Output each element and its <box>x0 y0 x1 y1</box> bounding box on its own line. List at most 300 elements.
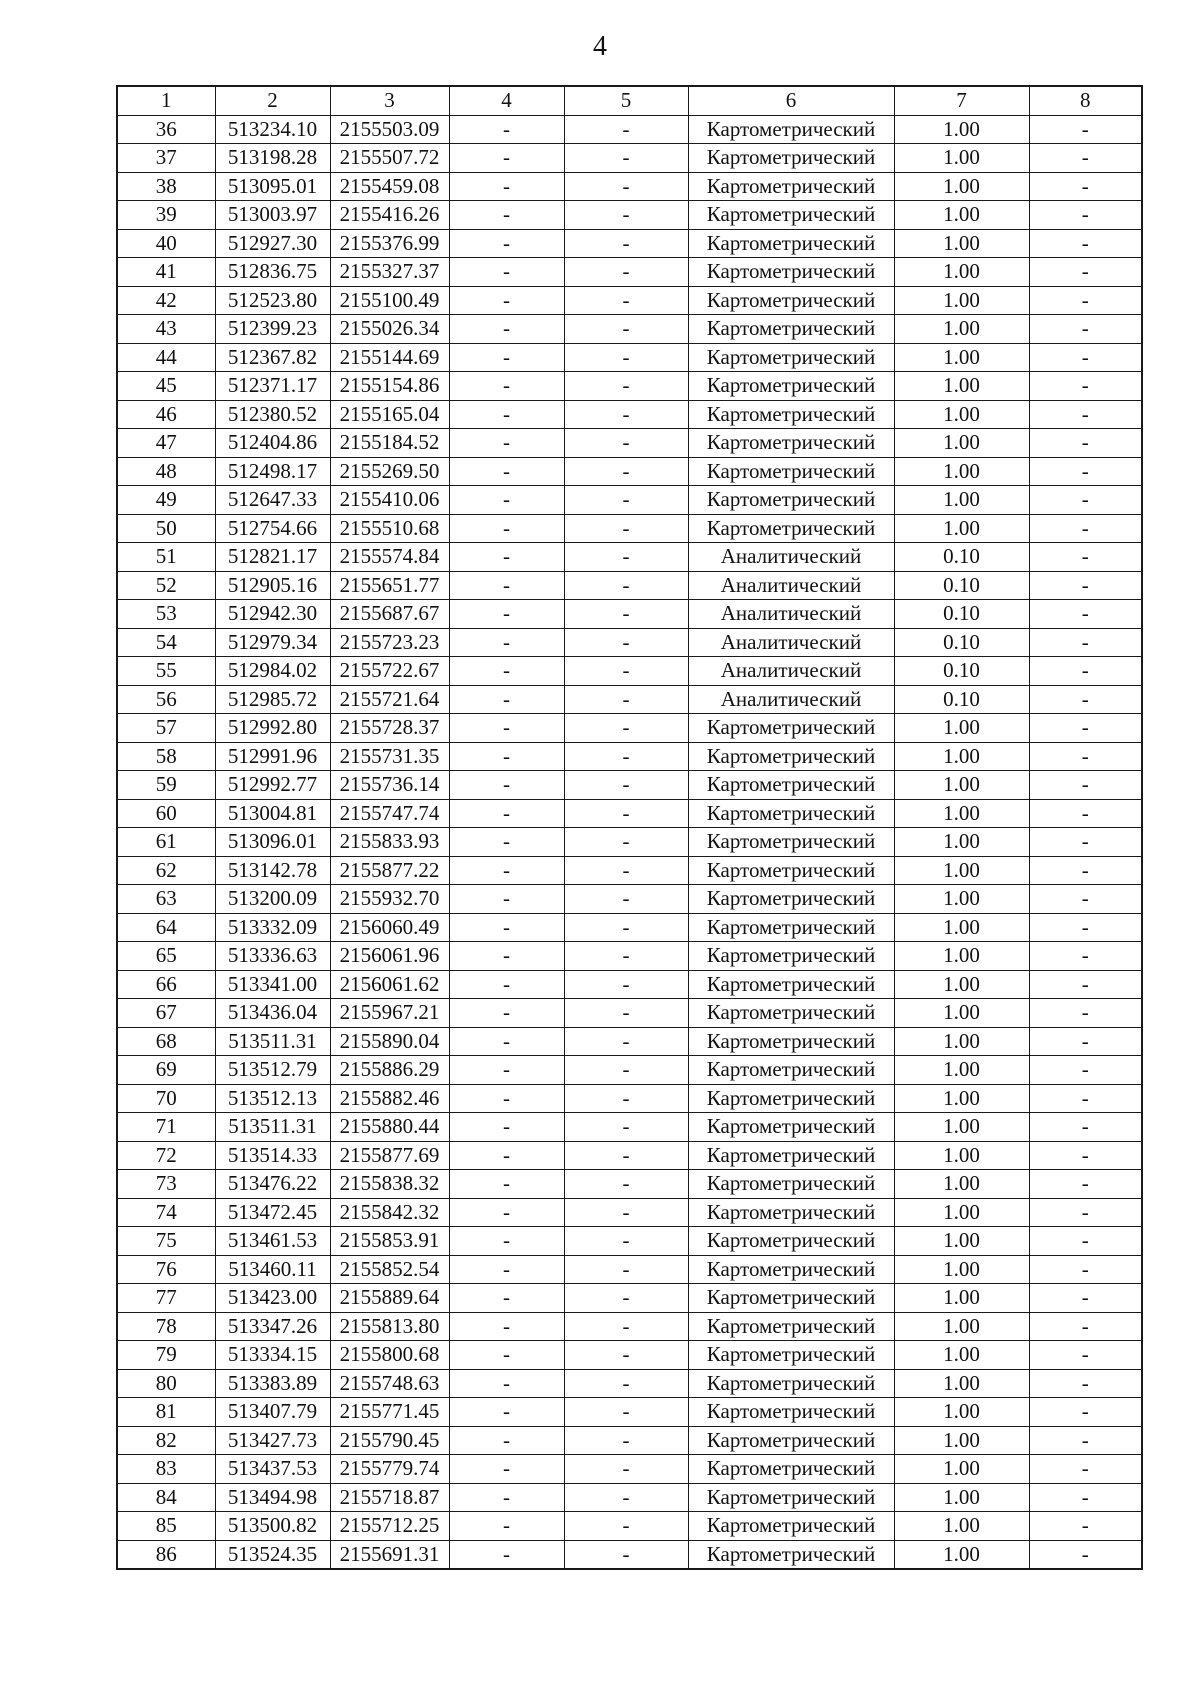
column-header: 4 <box>449 86 564 115</box>
y-coordinate-cell: 2155728.37 <box>330 714 449 743</box>
table-row <box>117 628 1142 657</box>
y-coordinate-cell: 2155838.32 <box>330 1170 449 1199</box>
column-5-cell: - <box>564 1113 688 1142</box>
x-coordinate-cell: 512979.34 <box>215 628 330 657</box>
column-5-cell: - <box>564 115 688 144</box>
point-number-cell: 81 <box>117 1398 215 1427</box>
accuracy-cell: 1.00 <box>894 742 1029 771</box>
column-8-cell: - <box>1029 828 1142 857</box>
table-row <box>117 1056 1142 1085</box>
accuracy-cell: 1.00 <box>894 201 1029 230</box>
method-cell: Картометрический <box>688 201 894 230</box>
accuracy-cell: 1.00 <box>894 1455 1029 1484</box>
method-cell: Картометрический <box>688 1426 894 1455</box>
column-4-cell: - <box>449 1170 564 1199</box>
column-5-cell: - <box>564 799 688 828</box>
column-4-cell: - <box>449 1227 564 1256</box>
y-coordinate-cell: 2155842.32 <box>330 1198 449 1227</box>
table-row <box>117 1198 1142 1227</box>
table-row <box>117 1483 1142 1512</box>
point-number-cell: 62 <box>117 856 215 885</box>
accuracy-cell: 1.00 <box>894 429 1029 458</box>
point-number-cell: 60 <box>117 799 215 828</box>
y-coordinate-cell: 2155736.14 <box>330 771 449 800</box>
y-coordinate-cell: 2155853.91 <box>330 1227 449 1256</box>
y-coordinate-cell: 2155886.29 <box>330 1056 449 1085</box>
x-coordinate-cell: 512985.72 <box>215 685 330 714</box>
column-8-cell: - <box>1029 999 1142 1028</box>
column-5-cell: - <box>564 714 688 743</box>
point-number-cell: 66 <box>117 970 215 999</box>
table-row <box>117 1369 1142 1398</box>
x-coordinate-cell: 513514.33 <box>215 1141 330 1170</box>
x-coordinate-cell: 513461.53 <box>215 1227 330 1256</box>
x-coordinate-cell: 513427.73 <box>215 1426 330 1455</box>
method-cell: Картометрический <box>688 1141 894 1170</box>
y-coordinate-cell: 2155144.69 <box>330 343 449 372</box>
point-number-cell: 85 <box>117 1512 215 1541</box>
accuracy-cell: 1.00 <box>894 1027 1029 1056</box>
column-4-cell: - <box>449 1113 564 1142</box>
accuracy-cell: 1.00 <box>894 714 1029 743</box>
accuracy-cell: 0.10 <box>894 600 1029 629</box>
table-row <box>117 1227 1142 1256</box>
column-8-cell: - <box>1029 1312 1142 1341</box>
column-5-cell: - <box>564 229 688 258</box>
column-4-cell: - <box>449 343 564 372</box>
column-8-cell: - <box>1029 913 1142 942</box>
column-5-cell: - <box>564 742 688 771</box>
y-coordinate-cell: 2155184.52 <box>330 429 449 458</box>
column-8-cell: - <box>1029 1084 1142 1113</box>
y-coordinate-cell: 2155882.46 <box>330 1084 449 1113</box>
column-5-cell: - <box>564 1483 688 1512</box>
accuracy-cell: 1.00 <box>894 1255 1029 1284</box>
column-4-cell: - <box>449 856 564 885</box>
column-4-cell: - <box>449 1312 564 1341</box>
column-8-cell: - <box>1029 1512 1142 1541</box>
method-cell: Картометрический <box>688 1398 894 1427</box>
x-coordinate-cell: 513334.15 <box>215 1341 330 1370</box>
table-row <box>117 1284 1142 1313</box>
table-row <box>117 115 1142 144</box>
column-5-cell: - <box>564 885 688 914</box>
method-cell: Картометрический <box>688 400 894 429</box>
column-8-cell: - <box>1029 1540 1142 1569</box>
table-row <box>117 828 1142 857</box>
x-coordinate-cell: 512991.96 <box>215 742 330 771</box>
accuracy-cell: 1.00 <box>894 828 1029 857</box>
table-row <box>117 913 1142 942</box>
point-number-cell: 75 <box>117 1227 215 1256</box>
x-coordinate-cell: 513383.89 <box>215 1369 330 1398</box>
method-cell: Картометрический <box>688 1483 894 1512</box>
column-header: 8 <box>1029 86 1142 115</box>
column-header: 2 <box>215 86 330 115</box>
table-row <box>117 771 1142 800</box>
table-row <box>117 1341 1142 1370</box>
x-coordinate-cell: 513500.82 <box>215 1512 330 1541</box>
table-body <box>117 115 1142 1569</box>
y-coordinate-cell: 2155154.86 <box>330 372 449 401</box>
column-8-cell: - <box>1029 1113 1142 1142</box>
point-number-cell: 57 <box>117 714 215 743</box>
point-number-cell: 44 <box>117 343 215 372</box>
x-coordinate-cell: 512836.75 <box>215 258 330 287</box>
table-row <box>117 201 1142 230</box>
accuracy-cell: 1.00 <box>894 486 1029 515</box>
point-number-cell: 58 <box>117 742 215 771</box>
x-coordinate-cell: 512399.23 <box>215 315 330 344</box>
method-cell: Картометрический <box>688 172 894 201</box>
column-4-cell: - <box>449 1369 564 1398</box>
method-cell: Картометрический <box>688 343 894 372</box>
y-coordinate-cell: 2155721.64 <box>330 685 449 714</box>
column-8-cell: - <box>1029 258 1142 287</box>
method-cell: Картометрический <box>688 1056 894 1085</box>
table-row <box>117 286 1142 315</box>
table-row <box>117 400 1142 429</box>
method-cell: Картометрический <box>688 457 894 486</box>
column-4-cell: - <box>449 543 564 572</box>
column-8-cell: - <box>1029 229 1142 258</box>
x-coordinate-cell: 513436.04 <box>215 999 330 1028</box>
column-5-cell: - <box>564 372 688 401</box>
method-cell: Картометрический <box>688 229 894 258</box>
accuracy-cell: 1.00 <box>894 457 1029 486</box>
column-8-cell: - <box>1029 799 1142 828</box>
point-number-cell: 82 <box>117 1426 215 1455</box>
y-coordinate-cell: 2155731.35 <box>330 742 449 771</box>
y-coordinate-cell: 2155507.72 <box>330 144 449 173</box>
table-row <box>117 457 1142 486</box>
point-number-cell: 45 <box>117 372 215 401</box>
x-coordinate-cell: 513198.28 <box>215 144 330 173</box>
table-row <box>117 1540 1142 1569</box>
page-number: 4 <box>593 31 607 62</box>
column-8-cell: - <box>1029 1227 1142 1256</box>
column-5-cell: - <box>564 1455 688 1484</box>
column-8-cell: - <box>1029 685 1142 714</box>
column-5-cell: - <box>564 1141 688 1170</box>
column-5-cell: - <box>564 1056 688 1085</box>
accuracy-cell: 1.00 <box>894 885 1029 914</box>
column-5-cell: - <box>564 144 688 173</box>
y-coordinate-cell: 2155691.31 <box>330 1540 449 1569</box>
column-8-cell: - <box>1029 1255 1142 1284</box>
column-5-cell: - <box>564 429 688 458</box>
table-row <box>117 970 1142 999</box>
x-coordinate-cell: 513407.79 <box>215 1398 330 1427</box>
method-cell: Картометрический <box>688 1540 894 1569</box>
x-coordinate-cell: 512523.80 <box>215 286 330 315</box>
column-8-cell: - <box>1029 514 1142 543</box>
accuracy-cell: 1.00 <box>894 144 1029 173</box>
table-row <box>117 1398 1142 1427</box>
column-4-cell: - <box>449 229 564 258</box>
column-4-cell: - <box>449 1056 564 1085</box>
table-row <box>117 486 1142 515</box>
method-cell: Картометрический <box>688 714 894 743</box>
accuracy-cell: 0.10 <box>894 657 1029 686</box>
header-row <box>117 86 1142 115</box>
column-8-cell: - <box>1029 856 1142 885</box>
accuracy-cell: 1.00 <box>894 999 1029 1028</box>
column-8-cell: - <box>1029 1369 1142 1398</box>
accuracy-cell: 1.00 <box>894 1483 1029 1512</box>
column-5-cell: - <box>564 685 688 714</box>
y-coordinate-cell: 2155165.04 <box>330 400 449 429</box>
column-5-cell: - <box>564 543 688 572</box>
x-coordinate-cell: 513511.31 <box>215 1113 330 1142</box>
method-cell: Картометрический <box>688 1512 894 1541</box>
method-cell: Картометрический <box>688 1455 894 1484</box>
accuracy-cell: 1.00 <box>894 400 1029 429</box>
method-cell: Картометрический <box>688 999 894 1028</box>
y-coordinate-cell: 2155026.34 <box>330 315 449 344</box>
y-coordinate-cell: 2155100.49 <box>330 286 449 315</box>
column-5-cell: - <box>564 201 688 230</box>
accuracy-cell: 1.00 <box>894 229 1029 258</box>
x-coordinate-cell: 513512.13 <box>215 1084 330 1113</box>
point-number-cell: 71 <box>117 1113 215 1142</box>
column-5-cell: - <box>564 628 688 657</box>
point-number-cell: 42 <box>117 286 215 315</box>
method-cell: Картометрический <box>688 486 894 515</box>
x-coordinate-cell: 512984.02 <box>215 657 330 686</box>
column-4-cell: - <box>449 742 564 771</box>
accuracy-cell: 1.00 <box>894 1056 1029 1085</box>
point-number-cell: 61 <box>117 828 215 857</box>
column-4-cell: - <box>449 657 564 686</box>
accuracy-cell: 1.00 <box>894 1284 1029 1313</box>
accuracy-cell: 1.00 <box>894 771 1029 800</box>
accuracy-cell: 1.00 <box>894 1426 1029 1455</box>
column-8-cell: - <box>1029 1198 1142 1227</box>
column-5-cell: - <box>564 1512 688 1541</box>
column-4-cell: - <box>449 771 564 800</box>
column-4-cell: - <box>449 457 564 486</box>
table-row <box>117 657 1142 686</box>
point-number-cell: 43 <box>117 315 215 344</box>
y-coordinate-cell: 2155779.74 <box>330 1455 449 1484</box>
column-5-cell: - <box>564 400 688 429</box>
table-row <box>117 999 1142 1028</box>
column-8-cell: - <box>1029 1455 1142 1484</box>
y-coordinate-cell: 2155967.21 <box>330 999 449 1028</box>
table-row <box>117 856 1142 885</box>
column-4-cell: - <box>449 286 564 315</box>
table-row <box>117 258 1142 287</box>
accuracy-cell: 1.00 <box>894 856 1029 885</box>
column-4-cell: - <box>449 1512 564 1541</box>
table-row <box>117 1512 1142 1541</box>
table-row <box>117 885 1142 914</box>
accuracy-cell: 0.10 <box>894 571 1029 600</box>
column-5-cell: - <box>564 571 688 600</box>
point-number-cell: 84 <box>117 1483 215 1512</box>
y-coordinate-cell: 2155813.80 <box>330 1312 449 1341</box>
point-number-cell: 65 <box>117 942 215 971</box>
column-4-cell: - <box>449 828 564 857</box>
column-8-cell: - <box>1029 1426 1142 1455</box>
column-8-cell: - <box>1029 742 1142 771</box>
column-4-cell: - <box>449 885 564 914</box>
column-4-cell: - <box>449 799 564 828</box>
column-4-cell: - <box>449 1284 564 1313</box>
x-coordinate-cell: 512380.52 <box>215 400 330 429</box>
column-5-cell: - <box>564 970 688 999</box>
column-header: 7 <box>894 86 1029 115</box>
column-8-cell: - <box>1029 600 1142 629</box>
accuracy-cell: 1.00 <box>894 514 1029 543</box>
method-cell: Картометрический <box>688 1341 894 1370</box>
x-coordinate-cell: 512367.82 <box>215 343 330 372</box>
point-number-cell: 46 <box>117 400 215 429</box>
x-coordinate-cell: 512371.17 <box>215 372 330 401</box>
accuracy-cell: 1.00 <box>894 1341 1029 1370</box>
point-number-cell: 79 <box>117 1341 215 1370</box>
method-cell: Картометрический <box>688 372 894 401</box>
column-5-cell: - <box>564 600 688 629</box>
accuracy-cell: 1.00 <box>894 1227 1029 1256</box>
column-8-cell: - <box>1029 201 1142 230</box>
y-coordinate-cell: 2155932.70 <box>330 885 449 914</box>
y-coordinate-cell: 2155712.25 <box>330 1512 449 1541</box>
accuracy-cell: 1.00 <box>894 258 1029 287</box>
x-coordinate-cell: 513003.97 <box>215 201 330 230</box>
column-8-cell: - <box>1029 714 1142 743</box>
accuracy-cell: 1.00 <box>894 970 1029 999</box>
table-row <box>117 1027 1142 1056</box>
point-number-cell: 59 <box>117 771 215 800</box>
x-coordinate-cell: 512404.86 <box>215 429 330 458</box>
accuracy-cell: 1.00 <box>894 343 1029 372</box>
x-coordinate-cell: 513004.81 <box>215 799 330 828</box>
y-coordinate-cell: 2155718.87 <box>330 1483 449 1512</box>
column-8-cell: - <box>1029 1398 1142 1427</box>
method-cell: Картометрический <box>688 1284 894 1313</box>
point-number-cell: 36 <box>117 115 215 144</box>
point-number-cell: 73 <box>117 1170 215 1199</box>
column-8-cell: - <box>1029 486 1142 515</box>
y-coordinate-cell: 2155327.37 <box>330 258 449 287</box>
column-8-cell: - <box>1029 571 1142 600</box>
table-row <box>117 315 1142 344</box>
accuracy-cell: 1.00 <box>894 1312 1029 1341</box>
column-4-cell: - <box>449 372 564 401</box>
column-4-cell: - <box>449 429 564 458</box>
column-8-cell: - <box>1029 1027 1142 1056</box>
column-8-cell: - <box>1029 1284 1142 1313</box>
column-4-cell: - <box>449 913 564 942</box>
y-coordinate-cell: 2155510.68 <box>330 514 449 543</box>
accuracy-cell: 1.00 <box>894 1369 1029 1398</box>
point-number-cell: 76 <box>117 1255 215 1284</box>
point-number-cell: 67 <box>117 999 215 1028</box>
point-number-cell: 50 <box>117 514 215 543</box>
column-8-cell: - <box>1029 343 1142 372</box>
table-row <box>117 429 1142 458</box>
column-4-cell: - <box>449 400 564 429</box>
column-header: 5 <box>564 86 688 115</box>
point-number-cell: 39 <box>117 201 215 230</box>
point-number-cell: 80 <box>117 1369 215 1398</box>
x-coordinate-cell: 513494.98 <box>215 1483 330 1512</box>
accuracy-cell: 1.00 <box>894 1398 1029 1427</box>
column-4-cell: - <box>449 999 564 1028</box>
method-cell: Картометрический <box>688 856 894 885</box>
column-4-cell: - <box>449 1255 564 1284</box>
column-8-cell: - <box>1029 457 1142 486</box>
column-5-cell: - <box>564 1227 688 1256</box>
accuracy-cell: 1.00 <box>894 1198 1029 1227</box>
column-5-cell: - <box>564 343 688 372</box>
point-number-cell: 74 <box>117 1198 215 1227</box>
point-number-cell: 38 <box>117 172 215 201</box>
column-8-cell: - <box>1029 1056 1142 1085</box>
x-coordinate-cell: 513234.10 <box>215 115 330 144</box>
method-cell: Картометрический <box>688 1369 894 1398</box>
method-cell: Аналитический <box>688 685 894 714</box>
table-row <box>117 1141 1142 1170</box>
table-row <box>117 742 1142 771</box>
x-coordinate-cell: 512992.80 <box>215 714 330 743</box>
point-number-cell: 51 <box>117 543 215 572</box>
x-coordinate-cell: 513142.78 <box>215 856 330 885</box>
point-number-cell: 54 <box>117 628 215 657</box>
accuracy-cell: 1.00 <box>894 286 1029 315</box>
column-4-cell: - <box>449 1540 564 1569</box>
column-8-cell: - <box>1029 657 1142 686</box>
point-number-cell: 78 <box>117 1312 215 1341</box>
y-coordinate-cell: 2155459.08 <box>330 172 449 201</box>
column-4-cell: - <box>449 1198 564 1227</box>
y-coordinate-cell: 2155723.23 <box>330 628 449 657</box>
method-cell: Картометрический <box>688 514 894 543</box>
method-cell: Картометрический <box>688 1113 894 1142</box>
x-coordinate-cell: 513200.09 <box>215 885 330 914</box>
method-cell: Аналитический <box>688 600 894 629</box>
x-coordinate-cell: 513512.79 <box>215 1056 330 1085</box>
point-number-cell: 69 <box>117 1056 215 1085</box>
x-coordinate-cell: 513096.01 <box>215 828 330 857</box>
table-row <box>117 1255 1142 1284</box>
x-coordinate-cell: 512905.16 <box>215 571 330 600</box>
column-5-cell: - <box>564 828 688 857</box>
point-number-cell: 70 <box>117 1084 215 1113</box>
method-cell: Картометрический <box>688 429 894 458</box>
column-8-cell: - <box>1029 144 1142 173</box>
column-5-cell: - <box>564 258 688 287</box>
table-row <box>117 543 1142 572</box>
column-4-cell: - <box>449 1455 564 1484</box>
y-coordinate-cell: 2155889.64 <box>330 1284 449 1313</box>
y-coordinate-cell: 2155416.26 <box>330 201 449 230</box>
column-8-cell: - <box>1029 1170 1142 1199</box>
column-5-cell: - <box>564 1341 688 1370</box>
table-row <box>117 343 1142 372</box>
column-8-cell: - <box>1029 172 1142 201</box>
x-coordinate-cell: 513332.09 <box>215 913 330 942</box>
column-4-cell: - <box>449 714 564 743</box>
y-coordinate-cell: 2155687.67 <box>330 600 449 629</box>
method-cell: Картометрический <box>688 913 894 942</box>
column-8-cell: - <box>1029 1341 1142 1370</box>
column-5-cell: - <box>564 999 688 1028</box>
column-4-cell: - <box>449 1341 564 1370</box>
method-cell: Картометрический <box>688 1170 894 1199</box>
